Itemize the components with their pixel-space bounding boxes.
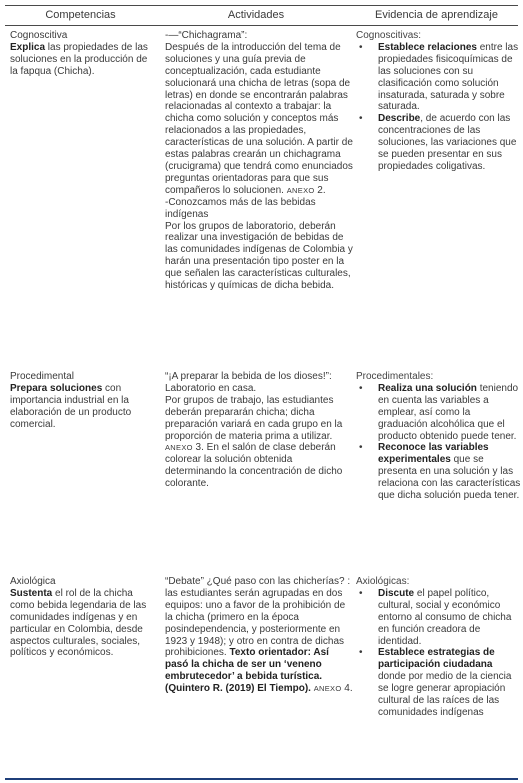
row-cognoscitiva-competencia xyxy=(10,30,157,78)
bullet-icon: • xyxy=(359,113,363,125)
bullet-icon: • xyxy=(359,647,363,659)
header-actividades: Actividades xyxy=(227,9,285,21)
competencia-text: el rol de la chicha como bebida legendaria de las comunidades indígenas y en particular en Colombia, desde aspectos culturales, sociales, políticos y económicos. xyxy=(10,587,147,659)
evidence-verb: Establece relaciones xyxy=(378,41,477,53)
evidence-text: , de acuerdo con las concentraciones de las soluciones, las variaciones que se pueden presentar en sus propiedades coligativas. xyxy=(378,113,517,172)
anexo-number: 4. xyxy=(341,683,353,695)
evidence-verb: Discute xyxy=(378,587,415,599)
evidence-verb: Describe xyxy=(378,113,421,125)
competencia-title: Axiológica xyxy=(10,576,56,587)
evidence-text: el papel político, cultural, social y económico entorno al consumo de chicha en función creadora de identidad. xyxy=(378,587,512,647)
row-axiologica-actividad xyxy=(165,576,355,695)
header-evidencia: Evidencia de aprendizaje xyxy=(375,9,498,21)
bullet-icon: • xyxy=(359,41,363,53)
bullet-icon: • xyxy=(359,587,363,599)
anexo-number: 2. xyxy=(314,184,326,196)
anexo-label: ANEXO xyxy=(165,443,193,453)
header-competencias: Competencias xyxy=(45,9,116,21)
bullet-icon: • xyxy=(359,442,363,454)
activity-text: Después de la introducción del tema de soluciones y una guía previa de conceptualización, cada estudiante solucionará una chicha de letras (sopa de letras) en donde se encontrarán palabras relacionadas al contexto a trabajar: la chicha como solución y conceptos más relacionados a las propiedades, características de una solución. A partir de estas palabras crearán un chichagrama (crucigrama) que tendrá como enunciados preguntas orientadoras para que sus compañeros lo solucionen. xyxy=(165,41,353,196)
competencia-text: las propiedades de las soluciones en la producción de la fapqua (Chicha). xyxy=(10,41,148,77)
anexo-label: ANEXO xyxy=(313,684,342,694)
anexo-label: ANEXO xyxy=(286,185,315,195)
row-axiologica-evidencia xyxy=(356,576,521,719)
activity-text: ¿Qué paso con las chicherías? : las estudiantes serán agrupadas en dos equipos: uno a favor de la prohibición de la chicha (primero en la época posindependencia, y posteriormente en 1923 y 1948); y otro en contra de dichas prohibiciones. xyxy=(165,576,351,659)
evidence-text: que se presenta en una solución y las relaciona con las características que dicha solución pueda tener. xyxy=(378,454,521,502)
activity-text-2: Por los grupos de laboratorio, deberán realizar una investigación de bebidas de las comunidades indígenas de Colombia y harán una presentación tipo poster en la que señalen las características culturales, históricas y químicas de dicha bebida. xyxy=(165,220,353,292)
competencias-table xyxy=(5,5,521,778)
evidence-item xyxy=(356,647,521,718)
row-cognoscitiva-evidencia xyxy=(356,30,521,173)
evidence-item xyxy=(356,383,521,443)
competencia-title: Cognoscitiva xyxy=(10,30,68,41)
evidence-label: Cognoscitivas: xyxy=(356,30,422,41)
evidence-item xyxy=(356,113,521,173)
evidence-text: donde por medio de la ciencia se logre generar apropiación cultural de las raíces de las comunidades indígenas xyxy=(378,671,512,718)
evidence-verb: Realiza una solución xyxy=(378,382,477,394)
evidence-verb: Establece estrategias de participación ciudadana xyxy=(378,647,495,671)
evidence-item xyxy=(356,442,521,502)
activity-title: “Debate” xyxy=(165,576,204,587)
competencia-verb: Prepara soluciones xyxy=(10,382,103,394)
activity-subtitle: -Conozcamos más de las bebidas indígenas xyxy=(165,196,316,220)
table-top-rule xyxy=(5,5,518,6)
competencia-title: Procedimental xyxy=(10,371,74,382)
row-procedimental-actividad xyxy=(165,371,355,490)
evidence-item xyxy=(356,42,521,113)
row-procedimental-competencia xyxy=(10,371,157,431)
evidence-text: teniendo en cuenta las variables a emplear, así como la graduación alcohólica que el producto obtenido puede tener. xyxy=(378,382,519,442)
competencia-verb: Explica xyxy=(10,41,46,53)
evidence-label: Axiológicas: xyxy=(356,576,410,587)
bullet-icon: • xyxy=(359,382,363,394)
row-axiologica-competencia xyxy=(10,576,157,659)
activity-text: Por grupos de trabajo, las estudiantes deberán prepararán chicha; dicha preparación variará en cada grupo en la proporción de materia prima a utilizar. xyxy=(165,394,343,442)
row-cognoscitiva-actividad xyxy=(165,30,355,292)
evidence-text: entre las propiedades fisicoquímicas de las soluciones con su clasificación como solución insaturada, saturada y sobre saturada. xyxy=(378,41,519,113)
activity-text-2: 3. En el salón de clase deberán colorear la solución obtenida determinando la concentración de dicho colorante. xyxy=(165,442,343,490)
header-rule xyxy=(5,25,518,26)
row-procedimental-evidencia xyxy=(356,371,521,502)
evidence-label: Procedimentales: xyxy=(356,371,434,382)
competencia-text: con importancia industrial en la elaboración de un producto comercial. xyxy=(10,382,132,430)
evidence-verb: Reconoce las variables experimentales xyxy=(378,442,489,466)
table-bottom-rule xyxy=(5,778,518,780)
evidence-item xyxy=(356,588,521,648)
activity-title: -—“Chichagrama”: xyxy=(165,30,248,41)
competencia-verb: Sustenta xyxy=(10,587,53,599)
activity-title: “¡A preparar la bebida de los dioses!”: Laboratorio en casa. xyxy=(165,371,332,394)
orienting-text: Texto orientador: Así pasó la chicha de ser un ‘veneno embrutecedor’ a bebida turística. (Quintero R. (2019) El Tiempo). xyxy=(165,647,329,695)
